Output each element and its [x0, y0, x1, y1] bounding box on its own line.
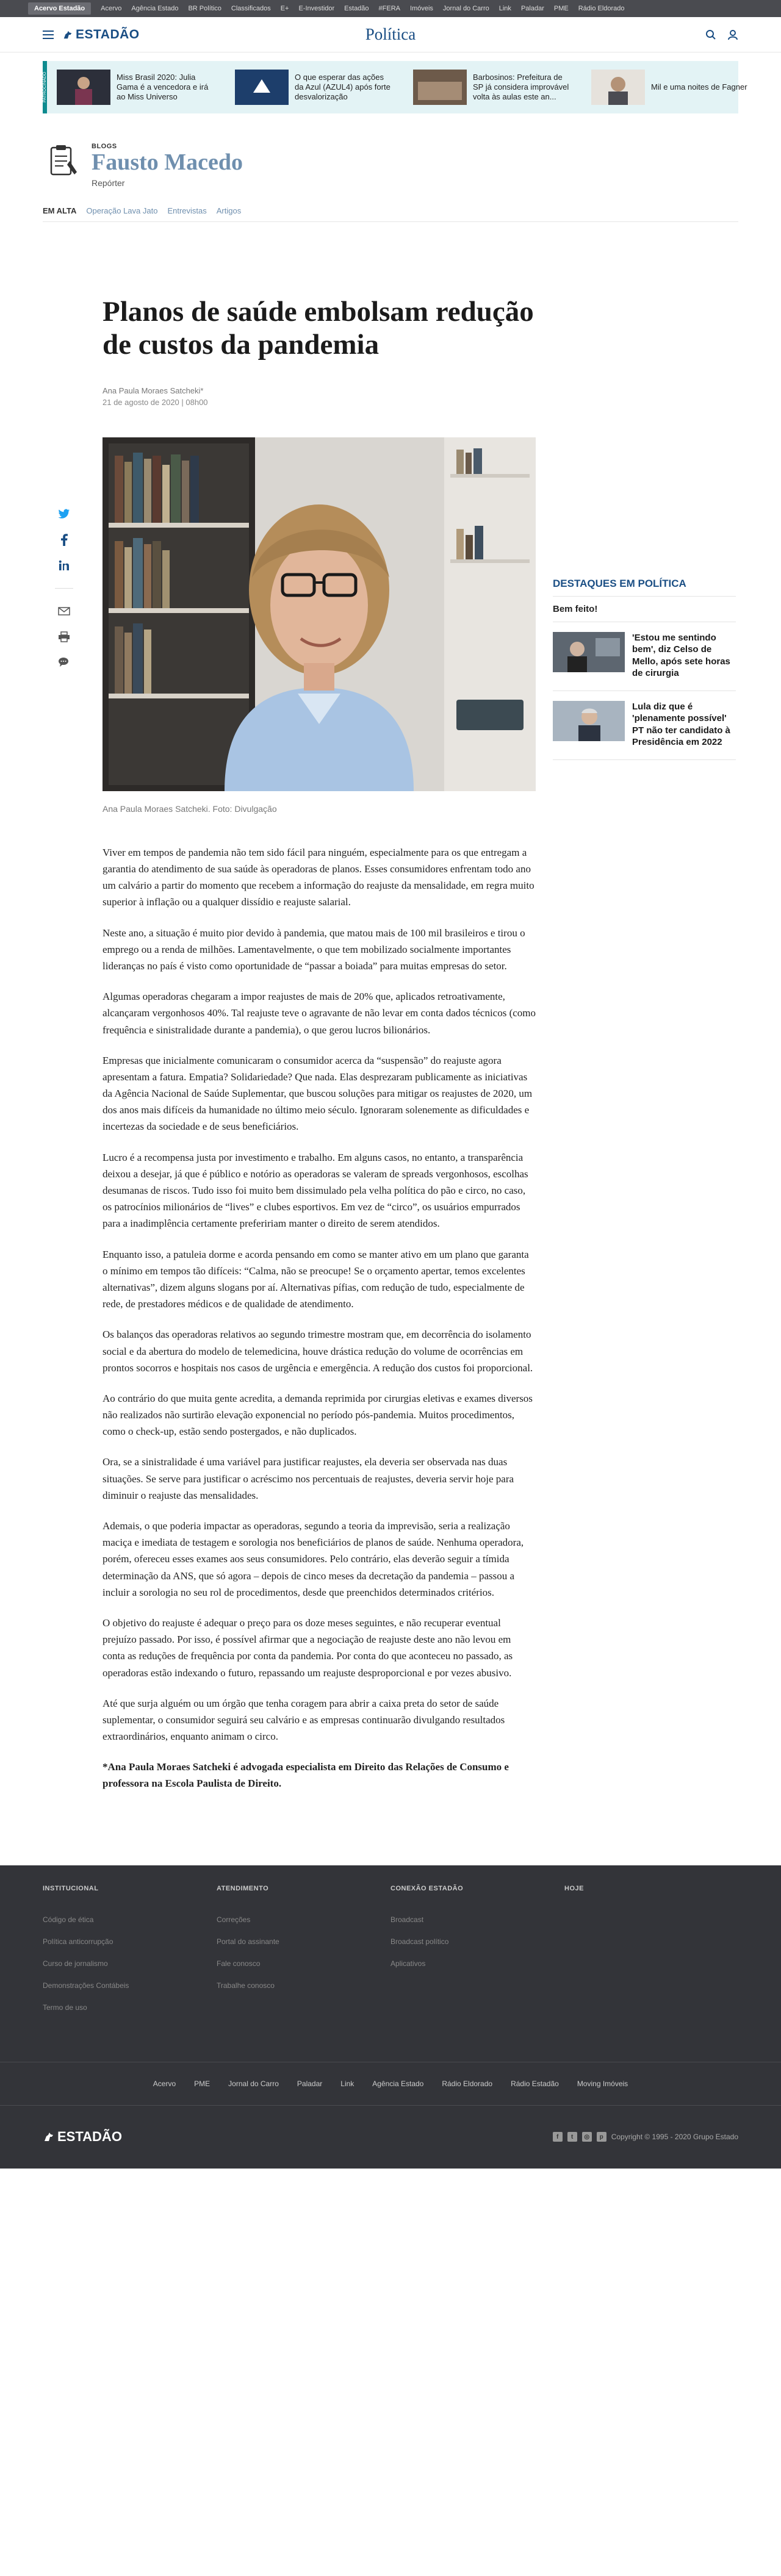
share-bar	[55, 508, 73, 669]
twitter-icon[interactable]: t	[567, 2132, 577, 2142]
footer-brand-link[interactable]: PME	[194, 2079, 211, 2088]
footer-link[interactable]: Correções	[217, 1915, 251, 1924]
topbar-link[interactable]: Acervo	[101, 5, 122, 12]
footer-column-title: CONEXÃO ESTADÃO	[390, 1884, 464, 1892]
sponsored-text: Barbosinos: Prefeitura de SP já considera improvável volta às aulas este an...	[473, 72, 569, 102]
article-paragraph: Algumas operadoras chegaram a impor reajustes de mais de 20% que, aplicados retroativamente, alcançaram vergonhosos 40%. Tal reajuste teve o agravante de não levar em conta dados técnicos (como frequência e sinistralidade durante a pandemia), o que gerou lucros bilionários.	[103, 991, 536, 1036]
main-content	[0, 222, 781, 1792]
page-bottom-padding	[0, 2169, 781, 2227]
blog-nav-item[interactable]: Artigos	[216, 206, 242, 215]
footer-brand-link[interactable]: Rádio Eldorado	[442, 2079, 493, 2088]
linkedin-icon[interactable]	[57, 559, 71, 572]
footer-link[interactable]: Política anticorrupção	[43, 1937, 113, 1946]
email-icon[interactable]	[57, 605, 71, 618]
sponsored-strip	[43, 61, 747, 113]
footer-column	[43, 1885, 217, 2025]
topbar-link[interactable]: Jornal do Carro	[442, 5, 489, 12]
footer-brand-link[interactable]: Moving Imóveis	[577, 2079, 628, 2088]
acervo-button[interactable]: Acervo Estadão	[28, 2, 91, 15]
footer-column	[217, 1885, 390, 2025]
blog-avatar-icon	[43, 143, 81, 181]
site-logo[interactable]	[62, 27, 140, 42]
article-body	[103, 844, 536, 1792]
top-strip	[0, 0, 781, 17]
sidebar-thumbnail	[553, 701, 625, 741]
topbar-link[interactable]: E-Investidor	[298, 5, 335, 12]
topbar-link[interactable]: Paladar	[520, 5, 544, 12]
sidebar	[553, 578, 736, 760]
section-title[interactable]: Política	[365, 25, 416, 43]
article-paragraph: Enquanto isso, a patuleia dorme e acorda pensando em como se manter ativo em um plano que garanta o mínimo em tempos tão difíceis: “Calma, não se preocupe! Se o orçamento apertar, temos excelentes alternativas”, dizem alguns slogans por aí. Alternativas pífias, com redução de tudo, especialmente de rede, de prestadores médicos e de qualidade de atendimento.	[103, 1248, 529, 1310]
pinterest-icon[interactable]: p	[597, 2132, 606, 2142]
footer-link[interactable]: Broadcast político	[390, 1937, 449, 1946]
footer-column	[390, 1885, 564, 2025]
footer-brand-link[interactable]: Rádio Estadão	[511, 2079, 559, 2088]
article-paragraph: Empresas que inicialmente comunicaram o consumidor acerca da “suspensão” do reajuste agora apresentam a fatura. Empatia? Solidariedade? Que nada. Elas desprezaram publicamente as iniciativas da Agência Nacional de Saúde Suplementar, que buscou soluções para mitigar os reajustes de 2020, um dos anos mais difíceis da humanidade no último meio século. Ignoraram solenemente as dificuldades e incertezas da sociedade e de seus beneficiários.	[103, 1054, 533, 1133]
sidebar-item[interactable]	[553, 622, 736, 691]
topbar-link[interactable]: PME	[553, 5, 569, 12]
article-paragraph: Ora, se a sinistralidade é uma variável para justificar reajustes, ela deveria ser observada nas duas situações. Se serve para justificar o acréscimo nos percentuais de reajustes, deveria servir hoje para diminuir o reajuste das mensalidades.	[103, 1456, 514, 1501]
footer-column	[564, 1885, 738, 2025]
instagram-icon[interactable]: ◎	[582, 2132, 592, 2142]
sidebar-item[interactable]	[553, 691, 736, 760]
search-icon[interactable]	[705, 29, 716, 40]
topbar-link[interactable]: Agência Estado	[131, 5, 179, 12]
horse-icon	[62, 29, 73, 40]
footer-column-title: INSTITUCIONAL	[43, 1884, 99, 1892]
blog-kicker: BLOGS	[92, 143, 117, 150]
sponsored-card[interactable]	[591, 70, 751, 105]
footer-link[interactable]: Portal do assinante	[217, 1937, 279, 1946]
article-paragraph: Ao contrário do que muita gente acredita, a demanda reprimida por cirurgias eletivas e exames diversos não realizados não surtirão elevação exponencial no período pós-pandemia. Muitos procedimentos, como o check-up, estão sendo postergados, e não duplicados.	[103, 1392, 533, 1438]
topbar-link[interactable]: Rádio Eldorado	[578, 5, 625, 12]
blog-role: Repórter	[92, 178, 125, 188]
twitter-icon[interactable]	[57, 508, 71, 521]
site-footer	[0, 1865, 781, 2169]
footer-logo-text: ESTADÃO	[57, 2129, 122, 2145]
topbar-link[interactable]: Link	[498, 5, 511, 12]
print-icon[interactable]	[57, 630, 71, 644]
footer-bottom	[0, 2105, 781, 2169]
footer-brand-link[interactable]: Agência Estado	[372, 2079, 424, 2088]
article-paragraph: Ademais, o que poderia impactar as operadoras, segundo a teoria da imprevisão, seria a realização maciça e imediata de testagem e sorologia nos beneficiários de planos de saúde. Nenhuma operadora, porém, ofereceu esses exames aos seus consumidores. Pelo contrário, elas deverão seguir a tímida determinação da ANS, que só agora – depois de cinco meses da decretação da pandemia – passou a incluir a sorologia no seu rol de procedimentos, desde que preenchidos determinados critérios.	[103, 1520, 524, 1598]
article-photo	[103, 437, 536, 791]
topbar-link[interactable]: Estadão	[344, 5, 369, 12]
topbar-link[interactable]: E+	[280, 5, 289, 12]
author-signature: *Ana Paula Moraes Satcheki é advogada especialista em Direito das Relações de Consumo e professora na Escola Paulista de Direito.	[103, 1761, 509, 1790]
footer-brand-links	[0, 2062, 781, 2105]
article-title: Planos de saúde embolsam redução de custos da pandemia	[103, 295, 534, 361]
facebook-icon[interactable]: f	[553, 2132, 563, 2142]
sidebar-thumbnail	[553, 632, 625, 672]
sponsored-text: O que esperar das ações da Azul (AZUL4) após forte desvalorização	[295, 72, 390, 102]
horse-icon	[43, 2131, 55, 2143]
copyright: Copyright © 1995 - 2020 Grupo Estado	[611, 2133, 738, 2142]
blog-header	[0, 113, 781, 188]
user-icon[interactable]	[727, 29, 738, 40]
logo-text: ESTADÃO	[76, 27, 140, 41]
footer-social	[553, 2132, 738, 2142]
sponsored-thumbnail	[57, 70, 110, 105]
sponsored-thumbnail	[591, 70, 645, 105]
article-paragraph: O objetivo do reajuste é adequar o preço para os doze meses seguintes, e não recuperar eventual prejuízo passado. Por isso, é possível afirmar que a negociação de reajuste deste ano não levou em conta as reduções de frequência por conta da pandemia. Por conta do que aconteceu no passado, as operadoras estão indexando o futuro, repassando um reajuste desproporcional e por vezes abusivo.	[103, 1616, 513, 1679]
sponsored-text: Miss Brasil 2020: Julia Gama é a vencedora e irá ao Miss Universo	[117, 72, 209, 102]
blog-name[interactable]: Fausto Macedo	[92, 149, 243, 175]
blog-nav-item[interactable]: Entrevistas	[167, 206, 207, 215]
sponsored-card[interactable]	[413, 70, 573, 105]
footer-link[interactable]: Broadcast	[390, 1915, 424, 1924]
footer-link[interactable]: Fale conosco	[217, 1959, 261, 1968]
blog-nav-label: EM ALTA	[43, 206, 77, 215]
footer-link[interactable]: Código de ética	[43, 1915, 94, 1924]
facebook-icon[interactable]	[57, 533, 71, 547]
menu-icon[interactable]	[43, 30, 54, 39]
footer-brand-link[interactable]: Jornal do Carro	[228, 2079, 279, 2088]
sidebar-headline: Lula diz que é 'plenamente possível' PT não ter candidato à Presidência em 2022	[632, 701, 730, 748]
blog-nav-item[interactable]: Operação Lava Jato	[86, 206, 158, 215]
article-paragraph: Viver em tempos de pandemia não tem sido fácil para ninguém, especialmente para os que entregam a garantia do atendimento de sua saúde às operadoras de planos. Esses consumidores enfrentam todo ano um calvário a partir do momento que recebem a informação do reajuste da mensalidade, em regra muito superior à inflação ou a qualquer dissídio e reajuste salarial.	[103, 846, 534, 908]
sidebar-title[interactable]: DESTAQUES EM POLÍTICA	[553, 578, 736, 597]
footer-brand-link[interactable]: Acervo	[153, 2079, 176, 2088]
article-author: Ana Paula Moraes Satcheki*	[103, 386, 204, 395]
sponsored-thumbnail	[413, 70, 467, 105]
sponsored-card[interactable]	[235, 70, 395, 105]
site-header	[0, 17, 781, 52]
sponsored-card[interactable]	[57, 70, 217, 105]
article-paragraph: Os balanços das operadoras relativos ao segundo trimestre mostram que, em decorrência do isolamento social e da abertura do modelo de telemedicina, houve drástica redução do volume de ocorrências em prontos socorros e hospitais nos casos de urgência e emergência. A redução dos custos foi proporcional.	[103, 1329, 533, 1374]
article-paragraph: Até que surja alguém ou um órgão que tenha coragem para abrir a caixa preta do setor de saúde suplementar, o consumidor seguirá seu calvário e as empresas continuarão divulgando resultados extraordinários, enquanto animam o circo.	[103, 1697, 505, 1743]
footer-link[interactable]: Termo de uso	[43, 2003, 87, 2012]
footer-brand-link[interactable]: Paladar	[297, 2079, 323, 2088]
sponsored-tag: PATROCINADO	[43, 61, 47, 113]
article-paragraph: Neste ano, a situação é muito pior devido à pandemia, que matou mais de 100 mil brasileiros e tirou o emprego ou a renda de milhões. Lamentavelmente, o que tem mobilizado socialmente importantes lideranças no país é visto como oportunidade de “passar a boiada” para muitas empresas do setor.	[103, 927, 525, 972]
footer-column-title: ATENDIMENTO	[217, 1884, 269, 1892]
sidebar-headline: 'Estou me sentindo bem', diz Celso de Mello, após sete horas de cirurgia	[632, 632, 730, 679]
footer-link[interactable]: Trabalhe conosco	[217, 1981, 275, 1990]
article	[103, 295, 536, 1792]
topbar-link[interactable]: Imóveis	[410, 5, 433, 12]
topbar-link[interactable]: BR Político	[188, 5, 221, 12]
footer-logo[interactable]	[43, 2129, 122, 2145]
sponsored-thumbnail	[235, 70, 289, 105]
sponsored-text: Mil e uma noites de Fagner	[651, 82, 747, 91]
footer-link[interactable]: Demonstrações Contábeis	[43, 1981, 129, 1990]
blog-nav	[43, 206, 738, 222]
article-date: 21 de agosto de 2020 | 08h00	[103, 397, 208, 407]
photo-caption: Ana Paula Moraes Satcheki. Foto: Divulgação	[103, 803, 277, 814]
footer-link[interactable]: Aplicativos	[390, 1959, 426, 1968]
footer-brand-link[interactable]: Link	[340, 2079, 355, 2088]
footer-column-title: HOJE	[564, 1884, 584, 1892]
sidebar-ad[interactable]: Bem feito!	[553, 597, 736, 622]
comments-icon[interactable]	[57, 656, 71, 669]
topbar-link[interactable]: #FERA	[378, 5, 401, 12]
footer-link[interactable]: Curso de jornalismo	[43, 1959, 108, 1968]
topbar-link[interactable]: Classificados	[231, 5, 271, 12]
article-paragraph: Lucro é a recompensa justa por investimento e trabalho. Em alguns casos, no entanto, a transparência deixou a desejar, já que é público e notório as operadoras se valeram de spreads vergonhosos, escolhas desumanas de riscos. Tudo isso foi muito bem dissimulado pela velha política do pão e circo, no caso, os patrocínios milionários de “lives” e clubes esportivos. Em vez de “circo”, os usuários empurrados para a inadimplência certamente prefeririam manter o direito de serem atendidos.	[103, 1151, 528, 1230]
